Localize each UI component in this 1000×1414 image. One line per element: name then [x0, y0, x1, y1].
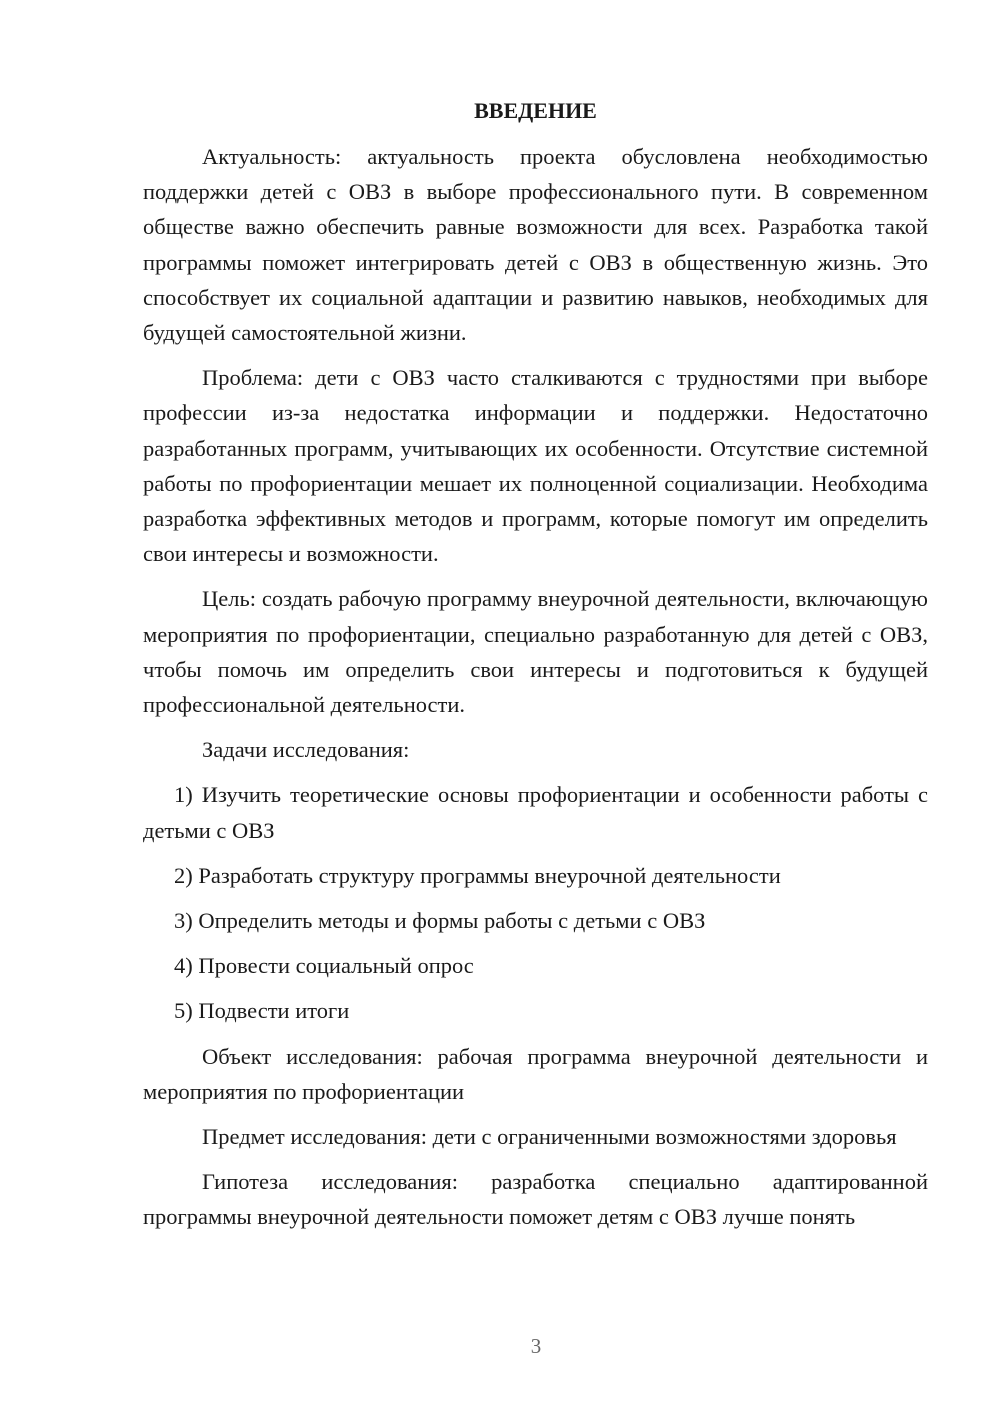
- paragraph-object: Объект исследования: рабочая программа внеурочной деятельности и мероприятия по профориентации: [143, 1043, 928, 1104]
- paragraph-problem: Проблема: дети с ОВЗ часто сталкиваются с трудностями при выборе профессии из-за недостатка информации и поддержки. Недостаточно разработанных программ, учитывающих их особенности. Отсутствие системной работы по профориентации мешает их полноценной социализации. Необходима разработка эффективных методов и программ, которые помогут им определить свои интересы и возможности.: [143, 365, 928, 567]
- page-body: [143, 92, 928, 1235]
- paragraph-goal: Цель: создать рабочую программу внеурочной деятельности, включающую мероприятия по профориентации, специально разработанную для детей с ОВЗ, чтобы помочь им определить свои интересы и подготовиться к будущей профессиональной деятельности.: [143, 586, 928, 718]
- section-heading: ВВЕДЕНИЕ: [474, 98, 597, 123]
- task-item-2: 2) Разработать структуру программы внеурочной деятельности: [174, 862, 781, 888]
- task-item-1: 1) Изучить теоретические основы профориентации и особенности работы с детьми с ОВЗ: [143, 782, 928, 843]
- paragraph-relevance: Актуальность: актуальность проекта обусловлена необходимостью поддержки детей с ОВЗ в выборе профессионального пути. В современном обществе важно обеспечить равные возможности для всех. Разработка такой программы поможет интегрировать детей с ОВЗ в общественную жизнь. Это способствует их социальной адаптации и развитию навыков, необходимых для будущей самостоятельной жизни.: [143, 144, 928, 346]
- task-item-3: 3) Определить методы и формы работы с детьми с ОВЗ: [174, 908, 706, 934]
- paragraph-tasks-title: Задачи исследования:: [202, 737, 410, 763]
- paragraph-hypothesis: Гипотеза исследования: разработка специально адаптированной программы внеурочной деятельности поможет детям с ОВЗ лучше понять: [143, 1169, 928, 1230]
- paragraph-subject: Предмет исследования: дети с ограниченными возможностями здоровья: [202, 1124, 897, 1150]
- task-item-5: 5) Подвести итоги: [174, 998, 350, 1024]
- task-item-4: 4) Провести социальный опрос: [174, 953, 474, 979]
- page-number: 3: [530, 1334, 542, 1358]
